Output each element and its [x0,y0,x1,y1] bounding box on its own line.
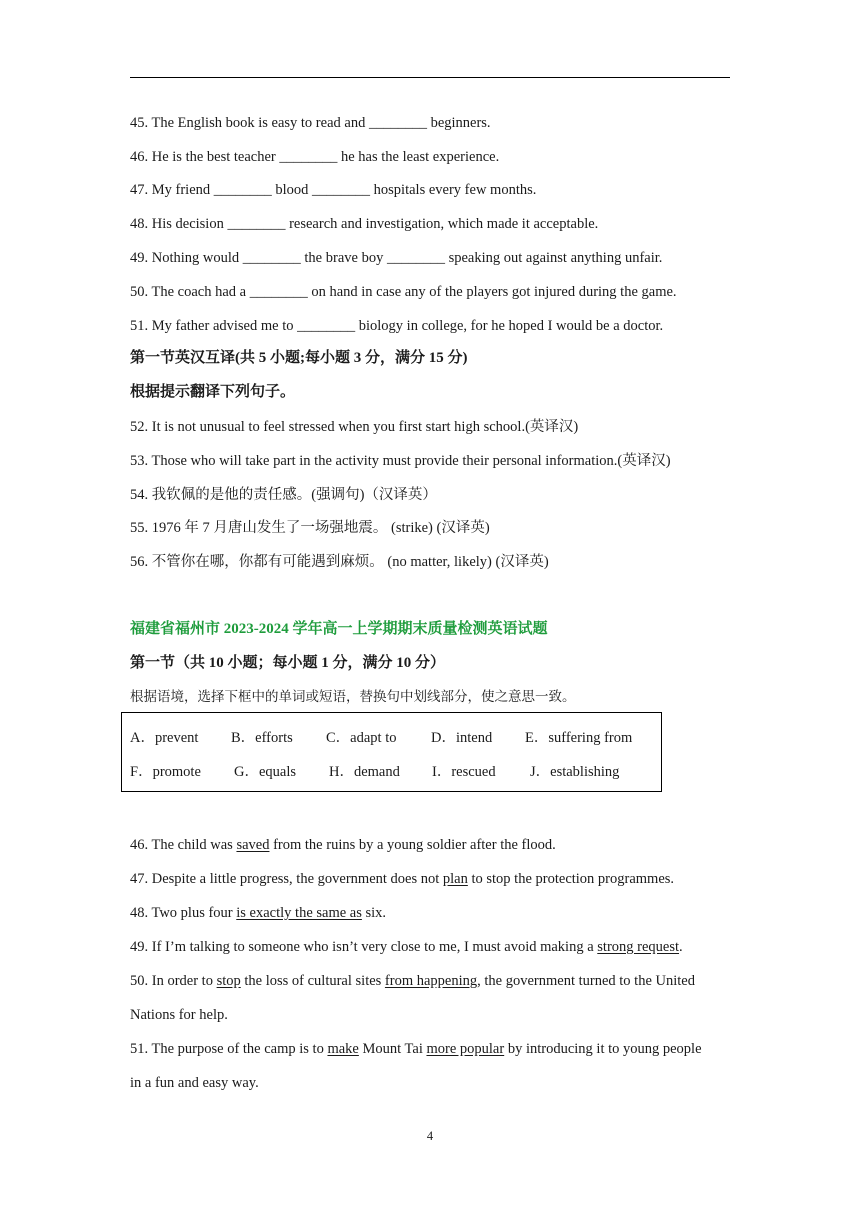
fuzhou-question-50: 50. In order to stop the loss of cultural sites from happening, the government turned to the United [130,973,695,989]
underlined-phrase: is exactly the same as [236,905,362,921]
option-g: G．equals [234,764,297,780]
header-rule [130,77,730,78]
page-number: 4 [426,1129,434,1143]
exam-title: 福建省福州市 2023-2024 学年高一上学期期末质量检测英语试题 [130,621,548,637]
underlined-phrase: make [327,1041,359,1057]
option-h: H．demand [329,764,400,780]
translation-heading: 第一节英汉互译(共 5 小题;每小题 3 分，满分 15 分) [130,350,468,366]
question-52: 52. It is not unusual to feel stressed when you first start high school.(英译汉) [130,419,579,435]
question-50: 50. The coach had a ________ on hand in case any of the players got injured during the game. [130,284,677,300]
underlined-phrase: plan [442,871,468,887]
fuzhou-question-46: 46. The child was saved from the ruins by a young soldier after the flood. [130,837,556,853]
fuzhou-question-48: 48. Two plus four is exactly the same as six. [130,905,387,921]
underlined-phrase: from happening [384,973,478,989]
option-f: F．promote [130,764,201,780]
translation-instruction: 根据提示翻译下列句子。 [130,384,296,400]
question-49: 49. Nothing would ________ the brave boy ________ speaking out against anything unfair. [130,250,663,266]
fuzhou-question-51: 51. The purpose of the camp is to make Mount Tai more popular by introducing it to young people [130,1041,702,1057]
question-45: 45. The English book is easy to read and ________ beginners. [130,115,491,131]
question-55: 55. 1976 年 7 月唐山发生了一场强地震。 (strike) (汉译英) [130,520,490,536]
question-46: 46. He is the best teacher ________ he has the least experience. [130,149,500,165]
fuzhou-question-51-continued: in a fun and easy way. [130,1075,259,1091]
question-51: 51. My father advised me to ________ biology in college, for he hoped I would be a doctor. [130,318,664,334]
underlined-phrase: stop [216,973,241,989]
option-e: E．suffering from [525,730,633,746]
section-instruction: 根据语境，选择下框中的单词或短语，替换句中划线部分，使之意思一致。 [130,689,576,705]
option-j: J．establishing [530,764,620,780]
fuzhou-question-49: 49. If I’m talking to someone who isn’t very close to me, I must avoid making a strong request. [130,939,683,955]
section-heading: 第一节（共 10 小题；每小题 1 分，满分 10 分） [130,655,446,671]
option-d: D．intend [431,730,493,746]
word-bank-box [121,712,662,792]
option-i: I．rescued [432,764,496,780]
option-c: C．adapt to [326,730,397,746]
option-b: B．efforts [231,730,293,746]
underlined-phrase: strong request [597,939,680,955]
question-48: 48. His decision ________ research and investigation, which made it acceptable. [130,216,599,232]
fuzhou-question-50-continued: Nations for help. [130,1007,228,1023]
fuzhou-question-47: 47. Despite a little progress, the government does not plan to stop the protection programmes. [130,871,675,887]
question-56: 56. 不管你在哪，你都有可能遇到麻烦。 (no matter, likely) (汉译英) [130,554,549,570]
question-54: 54. 我钦佩的是他的责任感。(强调句)（汉译英） [130,487,437,503]
question-47: 47. My friend ________ blood ________ hospitals every few months. [130,182,537,198]
question-53: 53. Those who will take part in the activity must provide their personal information.(英译汉) [130,453,671,469]
underlined-phrase: saved [236,837,270,853]
option-a: A．prevent [130,730,199,746]
underlined-phrase: more popular [426,1041,505,1057]
